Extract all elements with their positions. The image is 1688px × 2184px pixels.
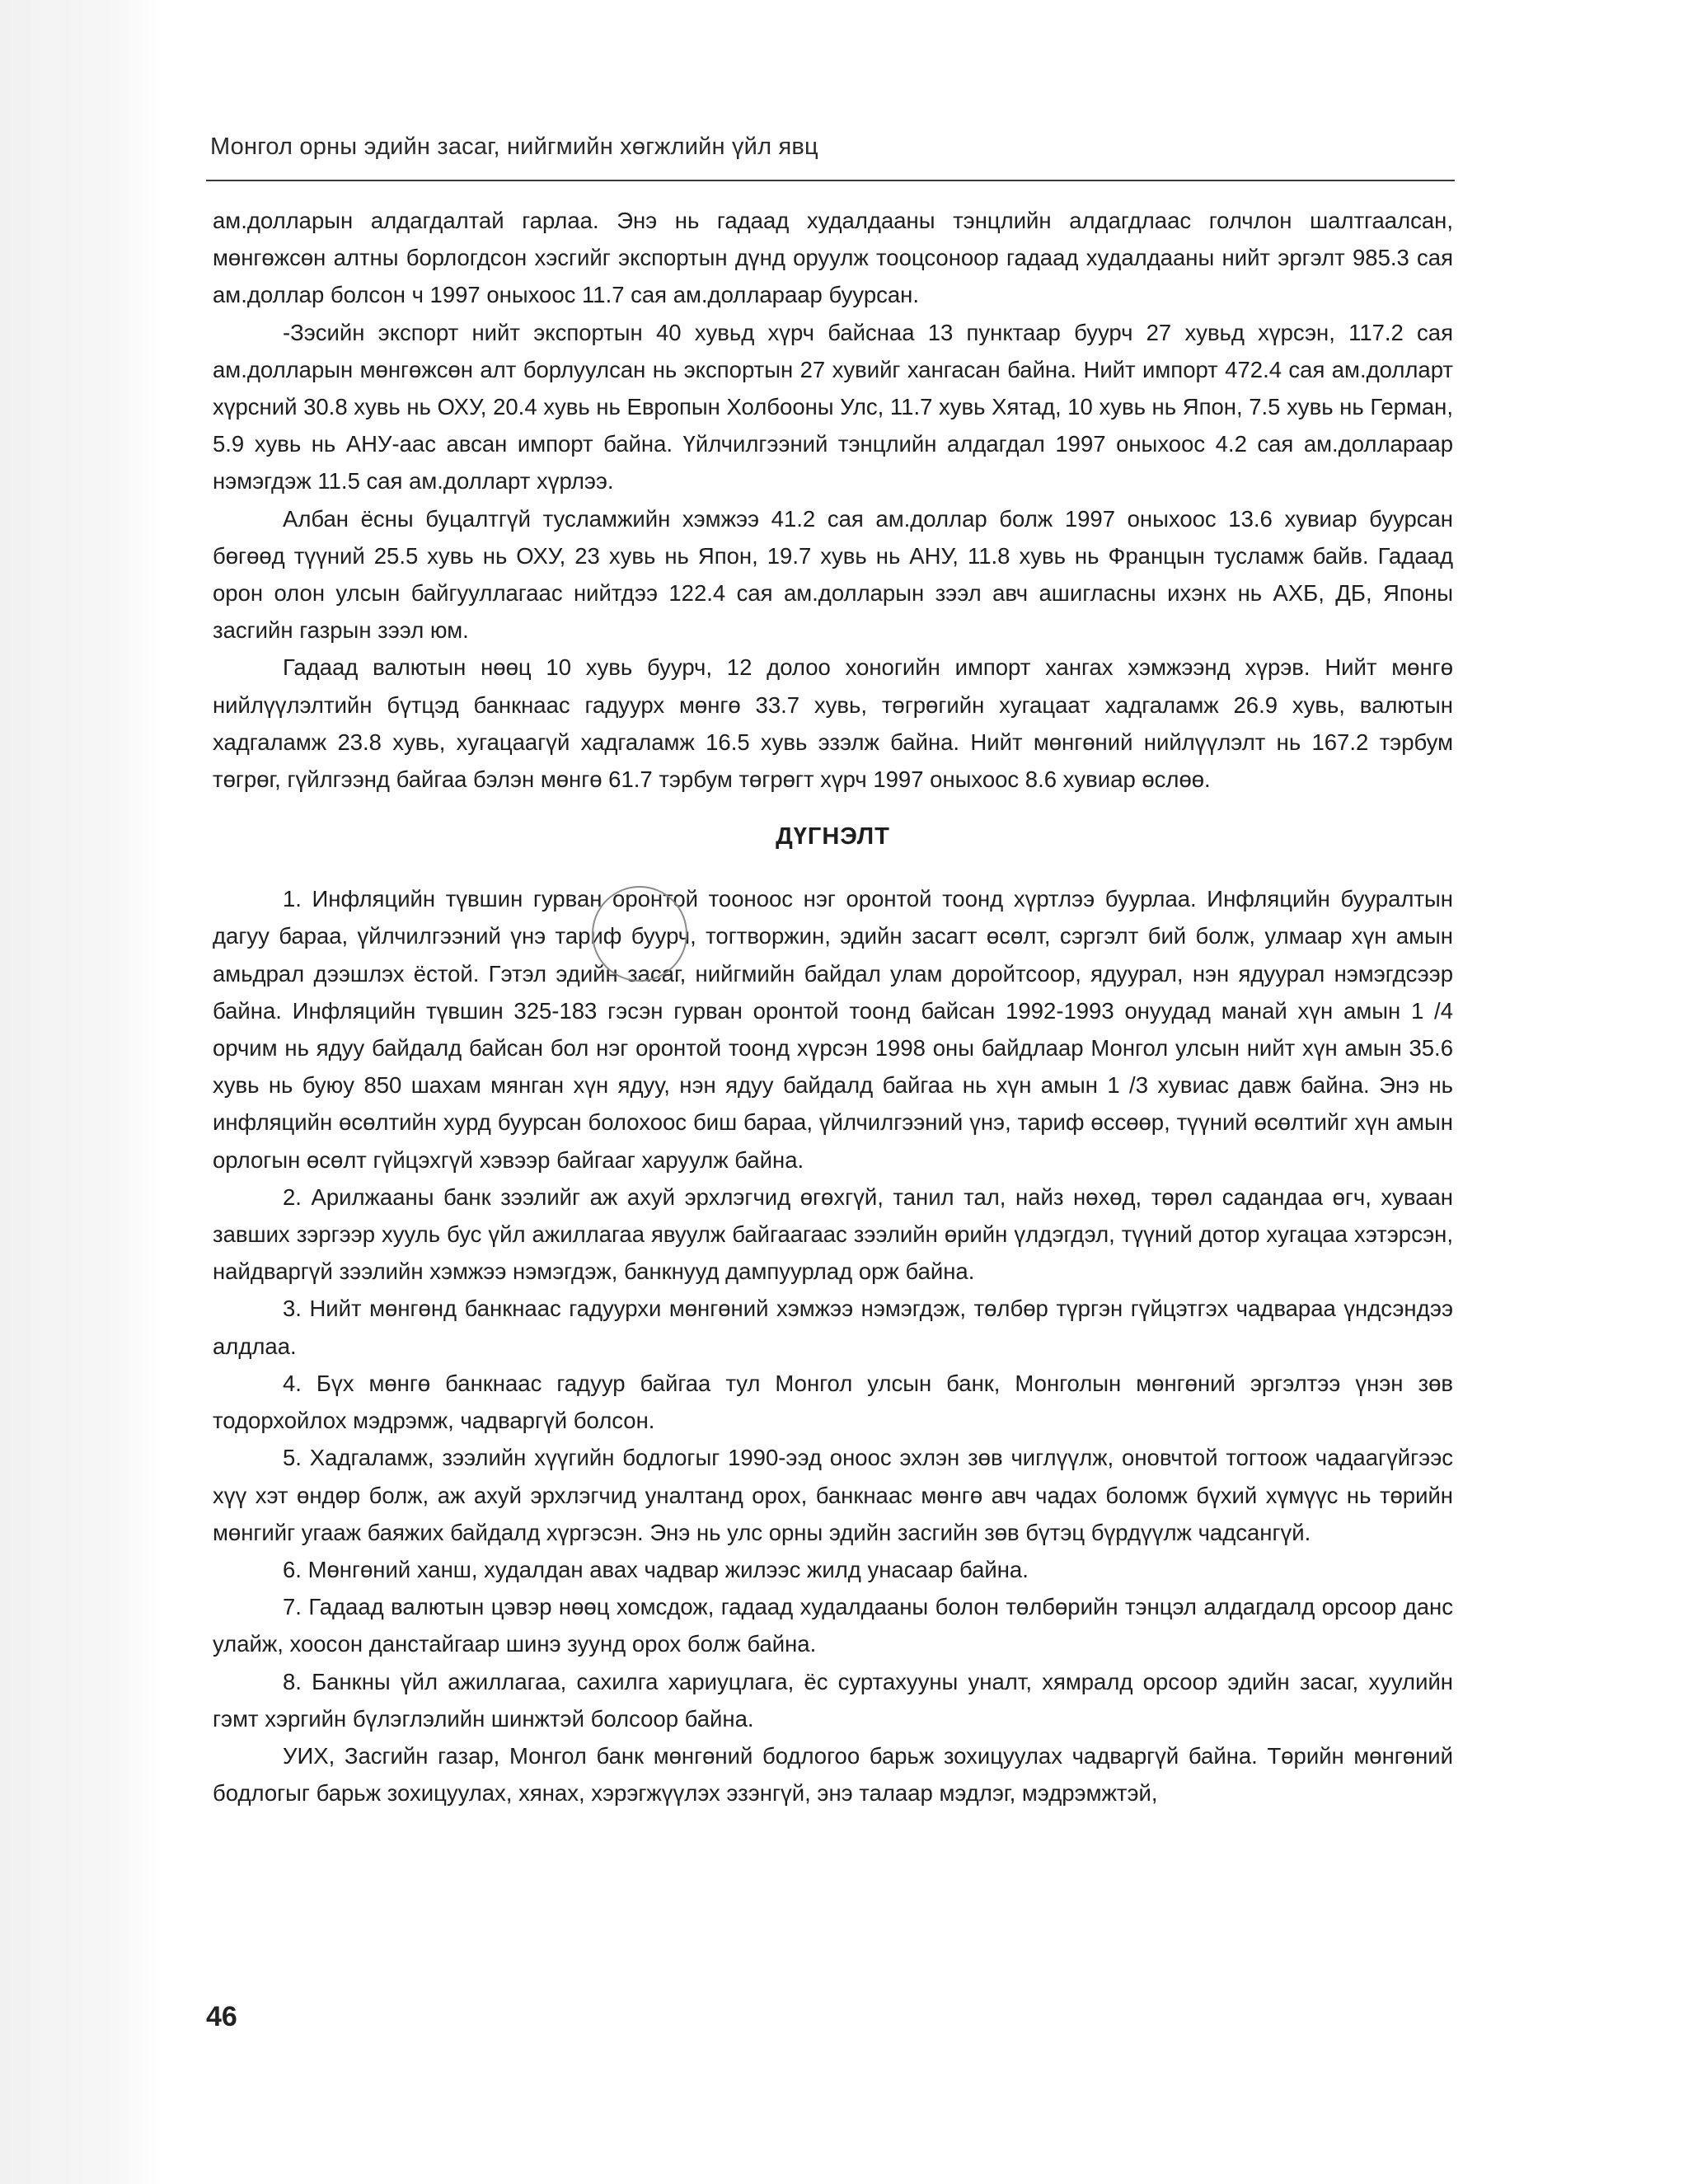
paragraph: Гадаад валютын нөөц 10 хувь буурч, 12 долоо хоногийн импорт хангах хэмжээнд хүрэв. Нийт мөнгө нийлүүлэлтийн бүтцэд банкнаас гадуурх мөнгө 33.7 хувь, төгрөгийн хугацаат хадгаламж 26.9 хувь, валютын хадгаламж 23.8 хувь, хугацаагүй хадгаламж 16.5 хувь эзэлж байна. Нийт мөнгөний нийлүүлэлт нь 167.2 тэрбум төгрөг, гүйлгээнд байгаа бэлэн мөнгө 61.7 тэрбум төгрөгт хүрч 1997 оныхоос 8.6 хувиар өслөө.: [213, 654, 1453, 793]
header-rule: [206, 180, 1455, 181]
conclusion-item: 1. Инфляцийн түвшин гурван оронтой тооноос нэг оронтой тоонд хүртлээ буурлаа. Инфляцийн бууралтын дагуу бараа, үйлчилгээний үнэ тариф буурч, тогтворжин, эдийн засагт өсөлт, сэргэлт бий болж, улмаар хүн амын амьдрал дээшлэх ёстой. Гэтэл эдийн засаг, нийгмийн байдал улам доройтсоор, ядуурал, нэн ядуурал нэмэгдсээр байна. Инфляцийн түвшин 325-183 гэсэн гурван оронтой тоонд байсан 1992-1993 онуудад манай хүн амын 1 /4 орчим нь ядуу байдалд байсан бол нэг оронтой тоонд хүрсэн 1998 оны байдлаар Монгол улсын нийт хүн амын 35.6 хувь нь буюу 850 шахам мянган хүн ядуу, нэн ядуу байдалд байгаа нь хүн амын 1 /3 хувиас давж байна. Энэ нь инфляцийн өсөлтийн хурд буурсан болохоос биш бараа, үйлчилгээний үнэ, тариф өссөөр, түүний өсөлтийг хүн амын орлогын өсөлт гүйцэхгүй хэвээр байгааг харуулж байна.: [213, 886, 1453, 1173]
conclusion-item: 8. Банкны үйл ажиллагаа, сахилга хариуцлага, ёс суртахууны уналт, хямралд орсоор эдийн засаг, хуулийн гэмт хэргийн бүлэглэлийн шинжтэй болсоор байна.: [213, 1668, 1453, 1732]
conclusion-item: 3. Нийт мөнгөнд банкнаас гадуурхи мөнгөний хэмжээ нэмэгдэж, төлбөр түргэн гүйцэтгэх чадвараа үндсэндээ алдлаа.: [213, 1296, 1453, 1359]
conclusion-item: 2. Арилжааны банк зээлийг аж ахуй эрхлэгчид өгөхгүй, танил тал, найз нөхөд, төрөл садандаа өгч, хуваан завших зэргээр хууль бус үйл ажиллагаа явуулж байгаагаас зээлийн өрийн үлдэгдэл, түүний дотор хугацаа хэтэрсэн, найдваргүй зээлийн хэмжээ нэмэгдэж, банкнууд дампуурлад орж байна.: [213, 1183, 1453, 1285]
scan-artifact-circle: [592, 886, 687, 982]
section-title: ДҮГНЭЛТ: [776, 823, 890, 851]
paragraph: ам.долларын алдагдалтай гарлаа. Энэ нь гадаад худалдааны тэнцлийн алдагдлаас голчлон шалтгаалсан, мөнгөжсөн алтны борлогдсон хэсгийг экспортын дүнд оруулж тооцсоноор гадаад худалдааны нийт эргэлт 985.3 сая ам.доллар болсон ч 1997 оныхоос 11.7 сая ам.доллараар буурсан.: [213, 208, 1453, 308]
conclusion-item: 6. Мөнгөний ханш, худалдан авах чадвар жилээс жилд унасаар байна.: [283, 1556, 1029, 1582]
page-number: 46: [206, 2001, 237, 2032]
scan-page-edge: [0, 0, 165, 2184]
conclusion-item: 4. Бүх мөнгө банкнаас гадуур байгаа тул Монгол улсын банк, Монголын мөнгөний эргэлтээ үнэн зөв тодорхойлох мэдрэмж, чадваргүй болсон.: [213, 1370, 1453, 1434]
conclusion-paragraph: УИХ, Засгийн газар, Монгол банк мөнгөний бодлогоо барьж зохицуулах чадваргүй байна. Төрийн мөнгөний бодлогыг барьж зохицуулах, хянах, хэрэгжүүлэх эзэнгүй, энэ талаар мэдлэг, мэдрэмжтэй,: [213, 1742, 1453, 1807]
conclusion-item: 7. Гадаад валютын цэвэр нөөц хомсдож, гадаад худалдааны болон төлбөрийн тэнцэл алдагдалд орсоор данс улайж, хоосон данстайгаар шинэ зуунд орох болж байна.: [213, 1594, 1453, 1657]
body-text: [213, 202, 1453, 1811]
conclusion-item: 5. Хадгаламж, зээлийн хүүгийн бодлогыг 1990-ээд оноос эхлэн зөв чиглүүлж, оновчтой тогтоож чадаагүйгээс хүү хэт өндөр болж, аж ахуй эрхлэгчид уналтанд орох, банкнаас мөнгө авч чадах боломж бүхий хүмүүс нь төрийн мөнгийг угааж баяжих байдалд хүргэсэн. Энэ нь улс орны эдийн засгийн зөв бүтэц бүрдүүлж чадсангүй.: [213, 1445, 1453, 1545]
paragraph: -Зэсийн экспорт нийт экспортын 40 хувьд хүрч байснаа 13 пунктаар буурч 27 хувьд хүрсэн, 117.2 сая ам.долларын мөнгөжсөн алт борлуулсан нь экспортын 27 хувийг хангасан байна. Нийт импорт 472.4 сая ам.долларт хүрсний 30.8 хувь нь ОХУ, 20.4 хувь нь Европын Холбооны Улс, 11.7 хувь Хятад, 10 хувь нь Япон, 7.5 хувь нь Герман, 5.9 хувь нь АНУ-аас авсан импорт байна. Үйлчилгээний тэнцлийн алдагдал 1997 оныхоос 4.2 сая ам.доллараар нэмэгдэж 11.5 сая ам.долларт хүрлээ.: [213, 319, 1453, 494]
running-header: Монгол орны эдийн засаг, нийгмийн хөгжлийн үйл явц: [210, 134, 818, 160]
paragraph: Албан ёсны буцалтгүй тусламжийн хэмжээ 41.2 сая ам.доллар болж 1997 оныхоос 13.6 хувиар буурсан бөгөөд түүний 25.5 хувь нь ОХУ, 23 хувь нь Япон, 19.7 хувь нь АНУ, 11.8 хувь нь Францын тусламж байв. Гадаад орон олон улсын байгууллагаас нийтдээ 122.4 сая ам.долларын зээл авч ашигласны ихэнх нь АХБ, ДБ, Японы засгийн газрын зээл юм.: [213, 505, 1453, 644]
